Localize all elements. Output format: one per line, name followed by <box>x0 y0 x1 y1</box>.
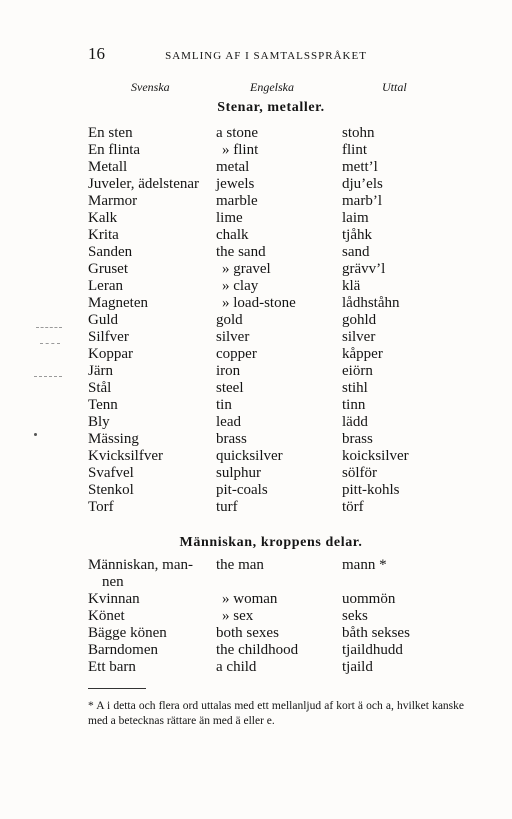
swedish-word: Järn <box>88 363 113 379</box>
vocab-row <box>88 363 482 380</box>
vocab-list-human-body <box>88 557 482 676</box>
swedish-word: Sanden <box>88 244 133 260</box>
vocab-row <box>88 499 482 516</box>
vocab-row <box>88 312 482 329</box>
margin-pencil-mark <box>34 376 62 377</box>
english-word: gold <box>216 312 243 328</box>
section-title-stones-metals: Stenar, metaller. <box>217 100 325 115</box>
column-header-english: Engelska <box>250 80 294 94</box>
swedish-word: Bägge könen <box>88 625 167 641</box>
swedish-word: Kvicksilfver <box>88 448 163 464</box>
vocab-row <box>88 295 482 312</box>
english-word: silver <box>216 329 250 345</box>
swedish-word: Koppar <box>88 346 133 362</box>
swedish-word: Kvinnan <box>88 591 140 607</box>
vocab-row <box>88 431 482 448</box>
english-word: marble <box>216 193 258 209</box>
english-word: metal <box>216 159 250 175</box>
swedish-word: Leran <box>88 278 123 294</box>
pronunciation: tinn <box>342 397 366 413</box>
margin-pencil-mark <box>40 343 60 344</box>
pronunciation: stohn <box>342 125 375 141</box>
vocab-row <box>88 625 482 642</box>
english-word: tin <box>216 397 232 413</box>
swedish-word: Torf <box>88 499 114 515</box>
swedish-word: Silfver <box>88 329 129 345</box>
english-word: lead <box>216 414 241 430</box>
vocab-list-stones-metals <box>88 125 482 516</box>
pronunciation: kåpper <box>342 346 383 362</box>
vocab-row <box>88 659 482 676</box>
pronunciation: gohld <box>342 312 377 328</box>
pronunciation: grävv’l <box>342 261 386 277</box>
pronunciation: törf <box>342 499 364 515</box>
swedish-word: En flinta <box>88 142 141 158</box>
vocab-row <box>88 642 482 659</box>
english-word: turf <box>216 499 238 515</box>
swedish-word: Svafvel <box>88 465 134 481</box>
pronunciation: dju’els <box>342 176 383 192</box>
english-word: » woman <box>222 591 278 607</box>
vocab-row <box>88 414 482 431</box>
english-word: » sex <box>222 608 254 624</box>
vocab-row <box>88 448 482 465</box>
english-word: jewels <box>216 176 255 192</box>
pronunciation: klä <box>342 278 361 294</box>
vocab-row <box>88 125 482 142</box>
swedish-word: Gruset <box>88 261 128 277</box>
vocab-row <box>88 278 482 295</box>
running-head: SAMLING AF I SAMTALSSPRÅKET <box>165 50 367 62</box>
swedish-word: Barndomen <box>88 642 158 658</box>
swedish-word: Juveler, ädelstenar <box>88 176 200 192</box>
english-word: a child <box>216 659 257 675</box>
swedish-word: Ett barn <box>88 659 136 675</box>
swedish-word: Mässing <box>88 431 139 447</box>
english-word: a stone <box>216 125 259 141</box>
vocab-row <box>88 329 482 346</box>
english-word: the man <box>216 557 264 573</box>
margin-pencil-mark <box>36 327 62 328</box>
pronunciation: stihl <box>342 380 368 396</box>
swedish-word: Könet <box>88 608 125 624</box>
swedish-word: En sten <box>88 125 133 141</box>
swedish-word: Stål <box>88 380 112 396</box>
vocab-row <box>88 159 482 176</box>
swedish-word: Krita <box>88 227 119 243</box>
column-header-swedish: Svenska <box>131 80 170 94</box>
pronunciation: laim <box>342 210 369 226</box>
vocab-row <box>88 608 482 625</box>
section-title-human-body: Människan, kroppens delar. <box>179 535 363 550</box>
english-word: both sexes <box>216 625 279 641</box>
pronunciation: sölför <box>342 465 377 481</box>
page-number: 16 <box>88 44 105 63</box>
pronunciation: sand <box>342 244 370 260</box>
english-word: » gravel <box>222 261 271 277</box>
pronunciation: uommön <box>342 591 396 607</box>
pronunciation: koicksilver <box>342 448 409 464</box>
pronunciation: eiörn <box>342 363 373 379</box>
footnote: * A i detta och flera ord uttalas med ett mellanljud af kort ä och a, hvilket kanske med a betecknas rättare än med ä eller e. <box>88 700 464 727</box>
english-word: pit-coals <box>216 482 268 498</box>
pronunciation: mett’l <box>342 159 378 175</box>
english-word: sulphur <box>216 465 261 481</box>
pronunciation: lådhståhn <box>342 295 400 311</box>
english-word: brass <box>216 431 247 447</box>
vocab-row <box>88 591 482 608</box>
english-word: the sand <box>216 244 266 260</box>
english-word: the childhood <box>216 642 299 658</box>
english-word: » load-stone <box>222 295 296 311</box>
vocab-row <box>88 465 482 482</box>
pronunciation: båth sekses <box>342 625 410 641</box>
swedish-word: Bly <box>88 414 110 430</box>
pronunciation: brass <box>342 431 373 447</box>
vocab-row <box>88 227 482 244</box>
swedish-word: Stenkol <box>88 482 134 498</box>
pronunciation: lädd <box>342 414 368 430</box>
vocab-row <box>88 176 482 193</box>
footnote-rule <box>88 688 146 689</box>
vocab-row <box>88 210 482 227</box>
english-word: iron <box>216 363 241 379</box>
vocab-row <box>88 244 482 261</box>
english-word: chalk <box>216 227 249 243</box>
pronunciation: silver <box>342 329 376 345</box>
pronunciation: pitt-kohls <box>342 482 400 498</box>
vocab-row <box>88 142 482 159</box>
margin-dot <box>34 433 37 436</box>
swedish-word: Människan, man- <box>88 557 193 573</box>
vocab-row <box>88 193 482 210</box>
pronunciation: tjaild <box>342 659 373 675</box>
english-word: quicksilver <box>216 448 283 464</box>
pronunciation: seks <box>342 608 368 624</box>
pronunciation: tjåhk <box>342 227 372 243</box>
swedish-word: Tenn <box>88 397 118 413</box>
vocab-row <box>88 346 482 363</box>
pronunciation: mann * <box>342 557 387 573</box>
swedish-word-continuation: nen <box>102 574 124 590</box>
vocab-row <box>88 380 482 397</box>
column-header-pronunciation: Uttal <box>382 80 407 94</box>
vocab-row <box>88 574 482 591</box>
english-word: » flint <box>222 142 259 158</box>
english-word: lime <box>216 210 243 226</box>
pronunciation: tjaildhudd <box>342 642 403 658</box>
swedish-word: Metall <box>88 159 128 175</box>
english-word: copper <box>216 346 257 362</box>
swedish-word: Magneten <box>88 295 148 311</box>
vocab-row <box>88 482 482 499</box>
swedish-word: Guld <box>88 312 118 328</box>
vocab-row <box>88 557 482 574</box>
swedish-word: Marmor <box>88 193 138 209</box>
english-word: steel <box>216 380 244 396</box>
vocab-row <box>88 397 482 414</box>
pronunciation: flint <box>342 142 367 158</box>
swedish-word: Kalk <box>88 210 118 226</box>
pronunciation: marb’l <box>342 193 382 209</box>
english-word: » clay <box>222 278 259 294</box>
vocab-row <box>88 261 482 278</box>
